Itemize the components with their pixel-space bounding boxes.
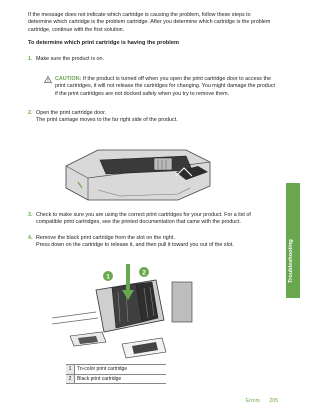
legend-label: Black print cartridge: [77, 375, 122, 382]
procedure-heading: To determine which print cartridge is having the problem: [28, 40, 179, 46]
footer-section: Errors: [245, 398, 260, 404]
warning-triangle-icon: [44, 76, 52, 83]
page-footer: [238, 398, 278, 404]
step-number: 4.: [28, 235, 33, 241]
step-number: 1.: [28, 56, 33, 62]
step-text: Make sure the product is on.: [36, 56, 105, 62]
caution-body: If the product is turned off when you open the print cartridge door to access the print cartridges, it will not release the cartridges for changing. You might damage the product if the print cartridges are not docked safely when you try to remove them.: [55, 76, 275, 97]
step-3: [28, 212, 278, 236]
cartridge-removal-illustration: [52, 262, 202, 362]
step-text: Check to make sure you are using the correct print cartridges for your product. For a list of compatible print cartridges, see the printed documentation that came with the product.: [36, 212, 251, 226]
section-side-tab: [286, 183, 300, 298]
step-subtext: The print carriage moves to the far right side of the product.: [36, 117, 178, 124]
step-number: 3.: [28, 212, 33, 218]
step-4: [28, 235, 278, 251]
callout-1-label: 1: [106, 273, 110, 281]
footer-page-number: 205: [269, 398, 278, 404]
step-number: 2.: [28, 110, 33, 116]
side-tab-label: Troubleshooting: [288, 239, 294, 283]
step-1: [28, 56, 278, 64]
legend-row: [66, 365, 166, 375]
step-subtext: Press down on the cartridge to release it, and then pull it toward you out of the slot.: [36, 242, 234, 249]
step-text: Open the print cartridge door.: [36, 110, 107, 116]
legend-table: [66, 364, 166, 384]
legend-number: 1: [66, 365, 75, 374]
step-text: Remove the black print cartridge from the slot on the right.: [36, 235, 175, 241]
caution-label: CAUTION:: [55, 76, 82, 82]
legend-label: Tri-color print cartridge: [77, 366, 128, 372]
legend-row: [66, 375, 166, 385]
caution-text: [55, 76, 276, 98]
step-2: [28, 110, 278, 126]
callout-2-label: 2: [142, 269, 146, 277]
printer-illustration: [58, 138, 218, 208]
legend-number: 2: [66, 375, 75, 384]
intro-paragraph: If the message does not indicate which cartridge is causing the problem, follow these steps to determine which cartridge is the problem cartridge. After you determine which cartridge is the problem cartridge, continue with the first solution.: [28, 12, 271, 33]
